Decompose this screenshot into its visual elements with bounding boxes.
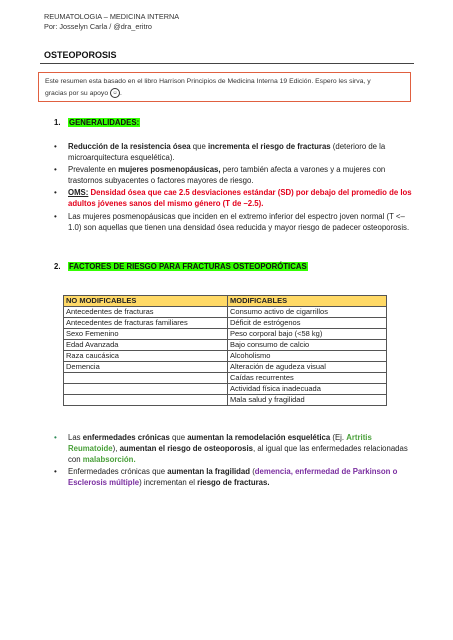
column-header-no-modificables: NO MODIFICABLES	[64, 296, 228, 307]
bullet-icon: •	[54, 211, 57, 221]
section-number: 1.	[54, 118, 61, 127]
table-row: Actividad física inadecuada	[64, 384, 387, 395]
table-row: Antecedentes de fracturas Consumo activo de cigarrillos	[64, 307, 387, 318]
list-item: • Reducción de la resistencia ósea que incrementa el riesgo de fracturas (deterioro de la microarquitectura esquelética).	[54, 142, 386, 163]
section-title: GENERALIDADES:	[69, 118, 140, 127]
table-row: Demencia Alteración de agudeza visual	[64, 362, 387, 373]
section-heading-generalidades	[54, 118, 140, 127]
list-item: • Enfermedades crónicas que aumentan la fragilidad (demencia, enfermedad de Parkinson o Esclerosis múltiple) incrementan el riesgo de fracturas.	[54, 467, 398, 488]
table-row: Mala salud y fragilidad	[64, 395, 387, 406]
table-row: Edad Avanzada Bajo consumo de calcio	[64, 340, 387, 351]
table-header-row	[64, 296, 387, 307]
table-row: Sexo Femenino Peso corporal bajo (<58 kg)	[64, 329, 387, 340]
bullet-icon: •	[54, 142, 57, 151]
bullet-icon: •	[54, 165, 57, 175]
source-note-box: Este resumen esta basado en el libro Harrison Principios de Medicina Interna 19 Edición. Espero les sirva, y gracias por su apoyo ☺ .	[38, 72, 411, 102]
header-author: Por: Josselyn Carla / @dra_eritro	[44, 22, 152, 31]
bullet-icon: •	[54, 433, 57, 442]
bullet-icon: •	[54, 467, 57, 477]
table-row: Caídas recurrentes	[64, 373, 387, 384]
list-item: • Prevalente en mujeres posmenopáusicas, pero también afecta a varones y a mujeres con trastornos subyacentes o factores mayores de riesgo.	[54, 165, 386, 186]
smiley-icon: ☺	[110, 88, 120, 98]
section-number: 2.	[54, 262, 61, 271]
title-rule	[40, 63, 414, 64]
generalidades-list	[54, 141, 414, 234]
list-item: • Las enfermedades crónicas que aumentan la remodelación esquelética (Ej. Artritis Reumatoide), aumentan el riesgo de osteoporosis, al igual que las enfermedades relacionadas con malabsorción.	[54, 433, 408, 465]
bullet-icon: •	[54, 188, 57, 198]
note-line-1: Este resumen esta basado en el libro Harrison Principios de Medicina Interna 19 Edición. Espero les sirva, y	[45, 78, 371, 85]
table-row: Antecedentes de fracturas familiares Déficit de estrógenos	[64, 318, 387, 329]
note-line-2: gracias por su apoyo	[45, 89, 109, 97]
list-item: • Las mujeres posmenopáusicas que inciden en el extremo inferior del espectro joven normal (T <–1.0) son aquellas que tienen una densidad ósea reducida y mayor riesgo de padecer osteoporosis.	[54, 211, 410, 232]
document-header	[44, 12, 179, 32]
header-subject: REUMATOLOGIA – MEDICINA INTERNA	[44, 12, 180, 21]
list-item: • OMS: Densidad ósea que cae 2.5 desviaciones estándar (SD) por debajo del promedio de los adultos jóvenes sanos del mismo género (T de –2.5).	[54, 188, 412, 209]
section-title: FACTORES DE RIESGO PARA FRACTURAS OSTEOPORÓTICAS	[69, 262, 307, 271]
risk-factors-table	[63, 295, 387, 406]
page-title: OSTEOPOROSIS	[44, 50, 117, 60]
section-heading-factores-riesgo	[54, 262, 308, 271]
table-row: Raza caucásica Alcoholismo	[64, 351, 387, 362]
chronic-diseases-list	[54, 432, 414, 489]
column-header-modificables: MODIFICABLES	[228, 296, 387, 307]
